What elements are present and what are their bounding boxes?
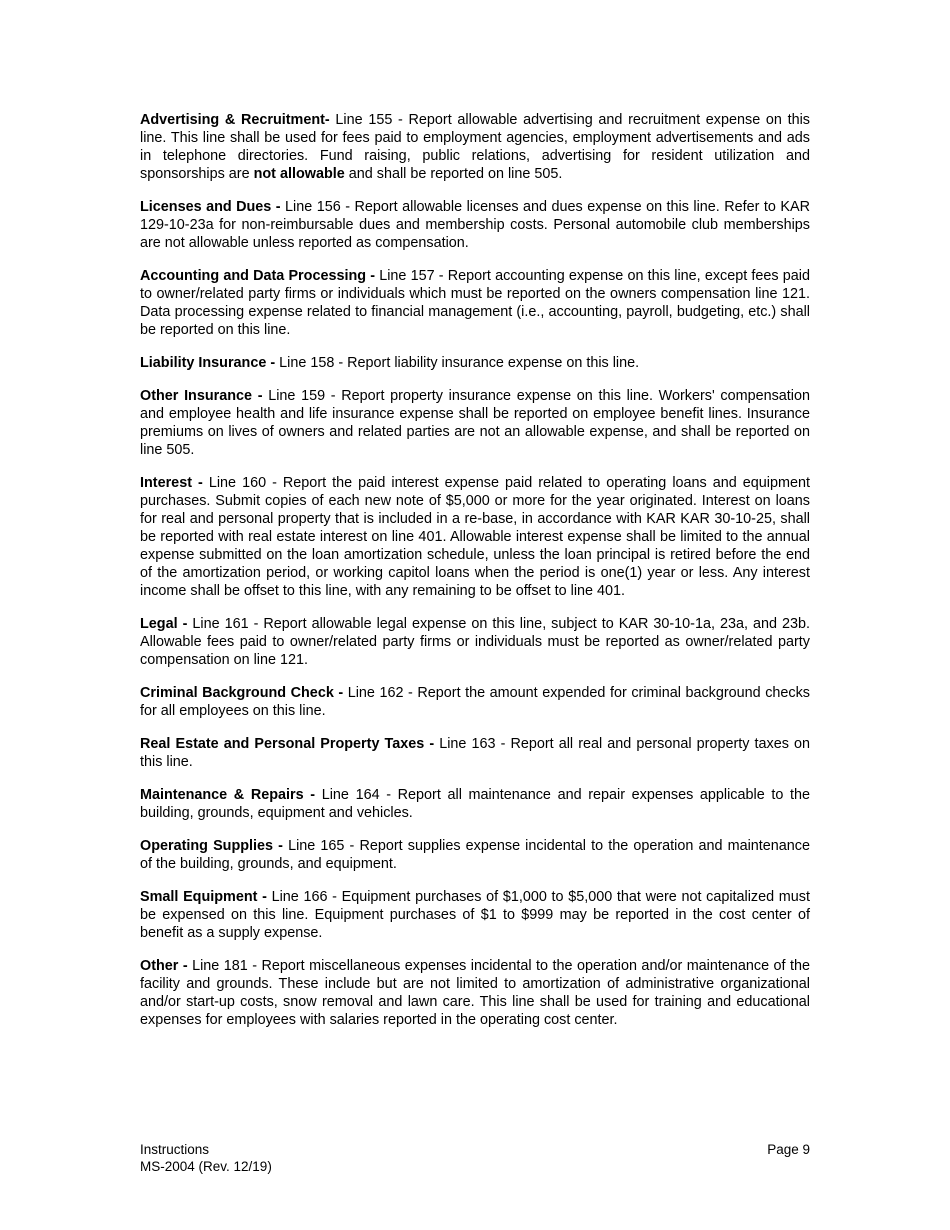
section-heading: Advertising & Recruitment-: [140, 112, 330, 128]
section-emphasis: not allowable: [253, 166, 345, 182]
section-text: Line 165 - Report supplies expense incidental to the operation and maintenance of the building, grounds, and equipment.: [140, 838, 810, 872]
footer-form-id: MS-2004 (Rev. 12/19): [140, 1159, 272, 1174]
section-heading: Criminal Background Check -: [140, 685, 344, 701]
document-body: [140, 111, 810, 1044]
section-heading: Licenses and Dues -: [140, 199, 281, 215]
section-heading: Accounting and Data Processing -: [140, 268, 376, 284]
page-footer: [140, 1141, 810, 1175]
section-other-insurance: [140, 387, 810, 459]
section-legal: [140, 615, 810, 669]
section-text: Line 161 - Report allowable legal expense on this line, subject to KAR 30-10-1a, 23a, and 23b. Allowable fees paid to owner/related party firms or individuals must be reported as owner/related party compensation on line 121.: [140, 616, 810, 668]
section-maintenance-repairs: [140, 786, 810, 822]
section-text: Line 163 - Report all real and personal property taxes on this line.: [140, 736, 810, 770]
section-heading: Other -: [140, 958, 188, 974]
section-heading: Small Equipment -: [140, 889, 267, 905]
section-text: Line 160 - Report the paid interest expense paid related to operating loans and equipment purchases. Submit copies of each new note of $5,000 or more for the year originated. Interest on loans for real and personal property that is included in a re-base, in accordance with KAR KAR 30-10-25, shall be reported with real estate interest on line 401. Allowable interest expense shall be limited to the annual expense submitted on the loan amortization schedule, unless the loan principal is retired before the end of the amortization period, or working capitol loans when the period is one(1) year or less. Any interest income shall be offset to this line, with any remaining to be offset to line 401.: [140, 475, 810, 599]
section-text: Line 162 - Report the amount expended for criminal background checks for all employees on this line.: [140, 685, 810, 719]
section-heading: Legal -: [140, 616, 188, 632]
section-text: Line 157 - Report accounting expense on this line, except fees paid to owner/related party firms or individuals which must be reported on the owners compensation line 121. Data processing expense related to financial management (i.e., accounting, payroll, budgeting, etc.) shall be reported on this line.: [140, 268, 810, 338]
section-licenses-dues: [140, 198, 810, 252]
section-heading: Liability Insurance -: [140, 355, 276, 371]
section-text: and shall be reported on line 505.: [344, 166, 563, 182]
section-advertising-recruitment: [140, 111, 810, 183]
section-heading: Maintenance & Repairs -: [140, 787, 316, 803]
section-text: Line 159 - Report property insurance expense on this line. Workers' compensation and employee health and life insurance expense shall be reported on employee benefit lines. Insurance premiums on lives of owners and related parties are not an allowable expense, and shall be reported on line 505.: [140, 388, 810, 458]
section-text: Line 164 - Report all maintenance and repair expenses applicable to the building, grounds, equipment and vehicles.: [140, 787, 811, 821]
section-other: [140, 957, 810, 1029]
section-text: Line 158 - Report liability insurance expense on this line.: [275, 355, 640, 371]
footer-doc-label: Instructions: [140, 1142, 210, 1157]
section-text: Line 156 - Report allowable licenses and dues expense on this line. Refer to KAR 129-10-23a for non-reimbursable dues and membership costs. Personal automobile club memberships are not allowable unless reported as compensation.: [140, 199, 810, 251]
section-small-equipment: [140, 888, 810, 942]
section-heading: Interest -: [140, 475, 203, 491]
section-text: Line 166 - Equipment purchases of $1,000 to $5,000 that were not capitalized must be expensed on this line. Equipment purchases of $1 to $999 may be reported in the cost center of benefit as a supply expense.: [140, 889, 810, 941]
section-interest: [140, 474, 810, 600]
section-heading: Operating Supplies -: [140, 838, 283, 854]
footer-row: [140, 1141, 810, 1158]
section-heading: Real Estate and Personal Property Taxes -: [140, 736, 435, 752]
section-operating-supplies: [140, 837, 810, 873]
section-liability-insurance: [140, 354, 810, 372]
section-real-estate-property-taxes: [140, 735, 810, 771]
section-text: Line 155 - Report allowable advertising and recruitment expense on this line. This line shall be used for fees paid to employment agencies, employment advertisements and ads in telephone directories. Fund raising, public relations, advertising for resident utilization and sponsorships are: [140, 112, 810, 182]
page-number: Page 9: [767, 1142, 810, 1157]
section-text: Line 181 - Report miscellaneous expenses incidental to the operation and/or maintenance of the facility and grounds. These include but are not limited to amortization of administrative organizational and/or start-up costs, snow removal and lawn care. This line shall be used for training and educational expenses for employees with salaries reported in the operating cost center.: [140, 958, 811, 1028]
section-criminal-background-check: [140, 684, 810, 720]
section-accounting-data-processing: [140, 267, 810, 339]
section-heading: Other Insurance -: [140, 388, 263, 404]
